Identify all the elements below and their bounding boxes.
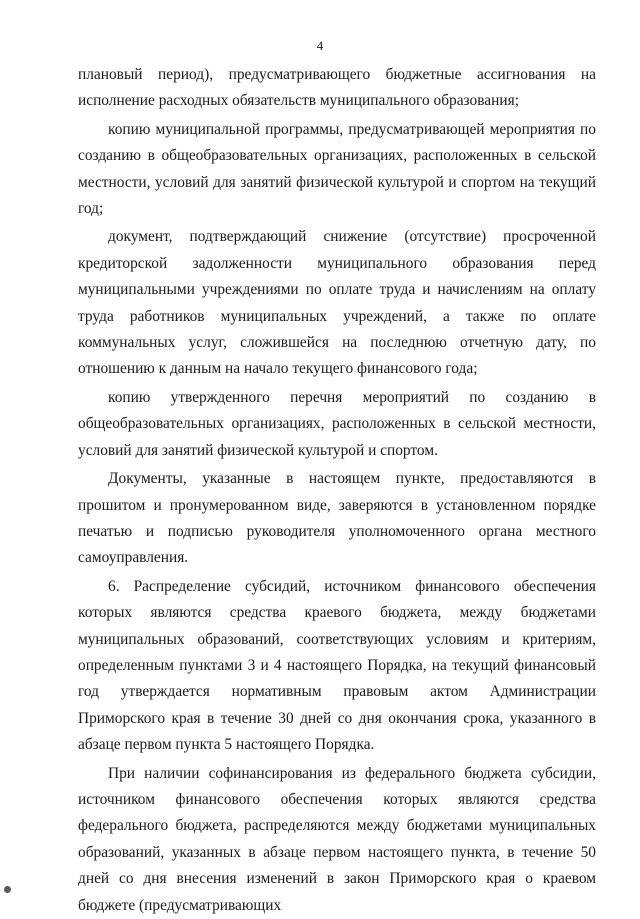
document-body <box>78 62 596 919</box>
paragraph-item-6: 6. Распределение субсидий, источником финансового обеспечения которых являются средства краевого бюджета, между бюджетами муниципальных образований, соответствующих условиям и критериям, определенным пунктами 3 и 4 настоящего Порядка, на текущий финансовый год утверждается нормативным правовым актом Администрации Приморского края в течение 30 дней со дня окончания срока, указанного в абзаце первом пункта 5 настоящего Порядка. <box>78 577 596 754</box>
paragraph-measures-list: копию утвержденного перечня мероприятий по созданию в общеобразовательных организациях, расположенных в сельской местности, условий для занятий физической культурой и спортом. <box>78 388 596 459</box>
paragraph-program-copy: копию муниципальной программы, предусматривающей мероприятия по созданию в общеобразовательных организациях, расположенных в сельской местности, условий для занятий физической культурой и спортом на текущий год; <box>78 120 596 218</box>
paragraph-documents-format: Документы, указанные в настоящем пункте, предоставляются в прошитом и пронумерованном виде, заверяются в установленном порядке печатью и подписью руководителя уполномоченного органа местного самоуправления. <box>78 470 596 567</box>
scan-mark-dot <box>4 886 11 893</box>
paragraph-federal-cofinancing: При наличии софинансирования из федерального бюджета субсидии, источником финансового обеспечения которых являются средства федерального бюджета, распределяются между бюджетами муниципальных образований, указанных в абзаце первом настоящего пункта, в течение 50 дней со дня внесения изменений в закон Приморского края о краевом бюджете (предусматривающих <box>78 764 596 914</box>
page-number: 4 <box>316 38 324 53</box>
paragraph-debt-document: документ, подтверждающий снижение (отсутствие) просроченной кредиторской задолженности муниципального образования перед муниципальными учреждениями по оплате труда и начислениям на оплату труда работников муниципальных учреждений, а также по оплате коммунальных услуг, сложившейся на последнюю отчетную дату, по отношению к данным на начало текущего финансового года; <box>78 228 596 378</box>
paragraph-continuation: плановый период), предусматривающего бюджетные ассигнования на исполнение расходных обязательств муниципального образования; <box>78 66 596 110</box>
